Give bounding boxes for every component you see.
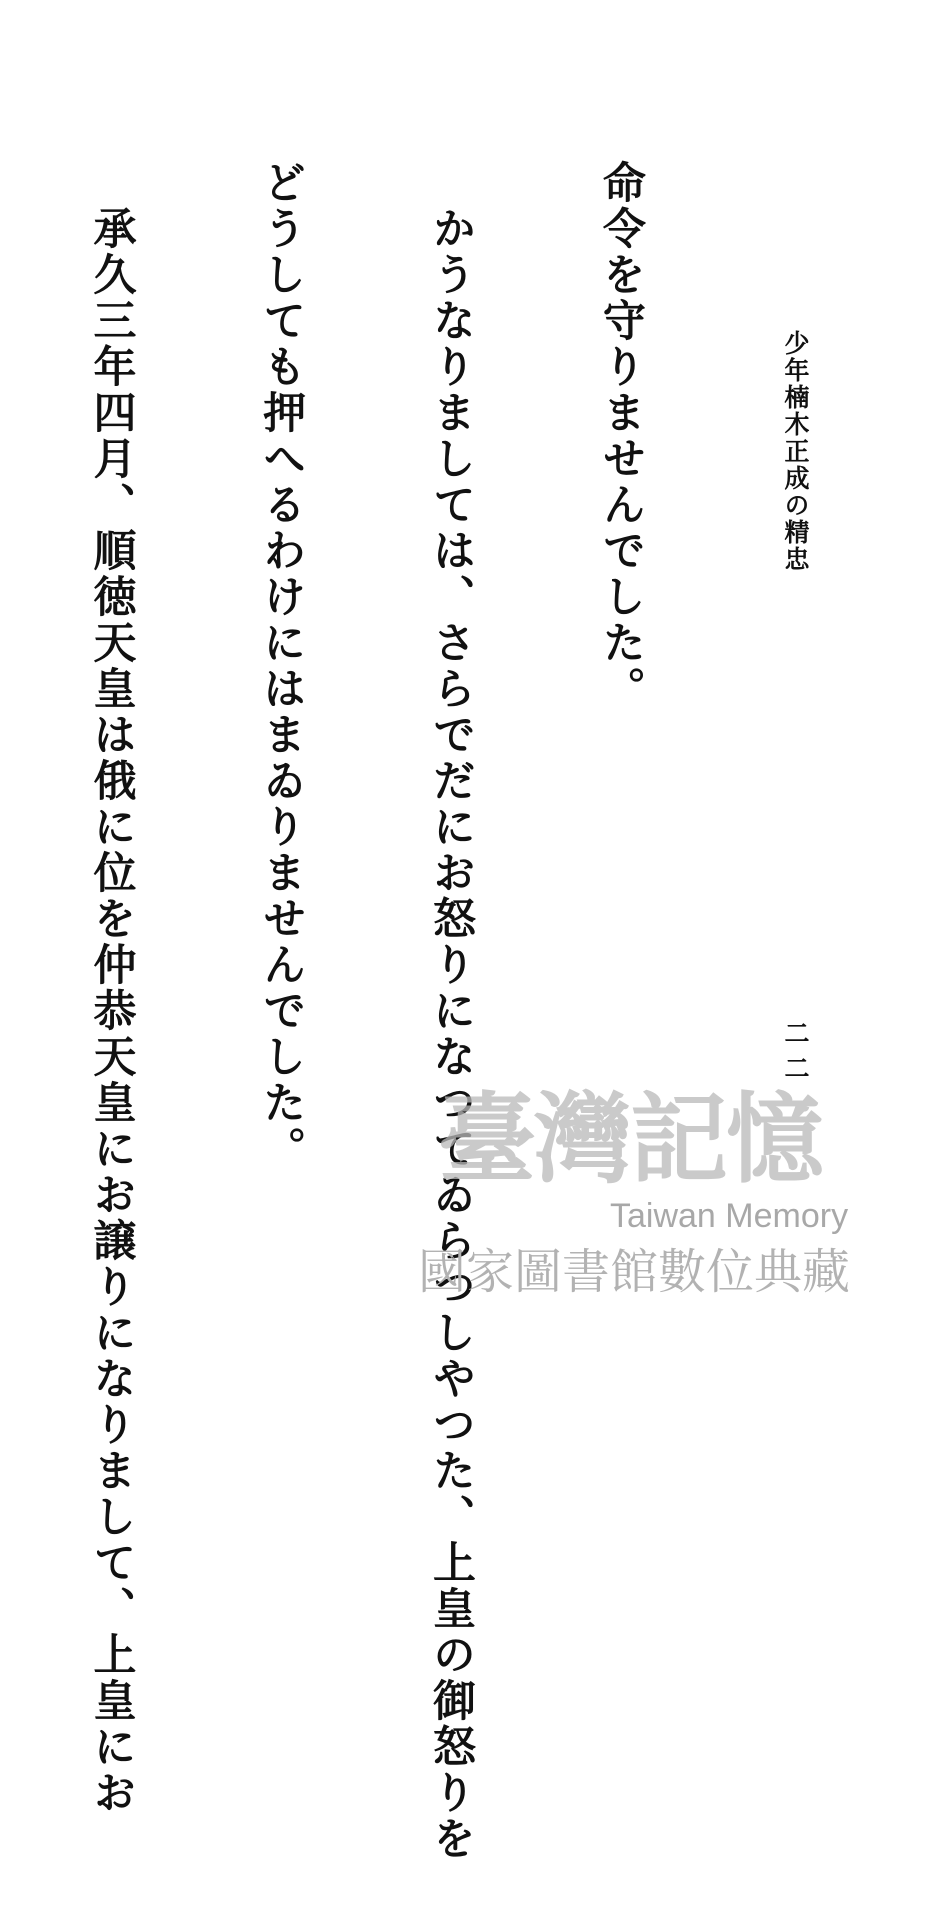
page-number: 二二	[781, 1020, 810, 1090]
text-line: 承久三年四月、順徳天皇は俄に位を仲恭天皇にお譲りになりまして、上皇にお	[86, 160, 137, 1816]
text-line: どうしても押へるわけにはまゐりませんでした。	[256, 160, 307, 1172]
watermark-subtitle: 國家圖書館數位典藏	[418, 1244, 851, 1300]
body-text	[86, 160, 762, 1862]
running-header-title: 少年楠木正成の精忠	[781, 330, 810, 573]
watermark-english-text: Taiwan Memory	[610, 1197, 849, 1235]
text-line: 命令を守りませんでした。	[595, 160, 646, 712]
watermark-chinese-logo: 臺灣記憶	[438, 1082, 823, 1197]
text-line: かうなりましては、さらでだにお怒りになつてゐらつしやつた、上皇の御怒りを	[426, 160, 477, 1862]
